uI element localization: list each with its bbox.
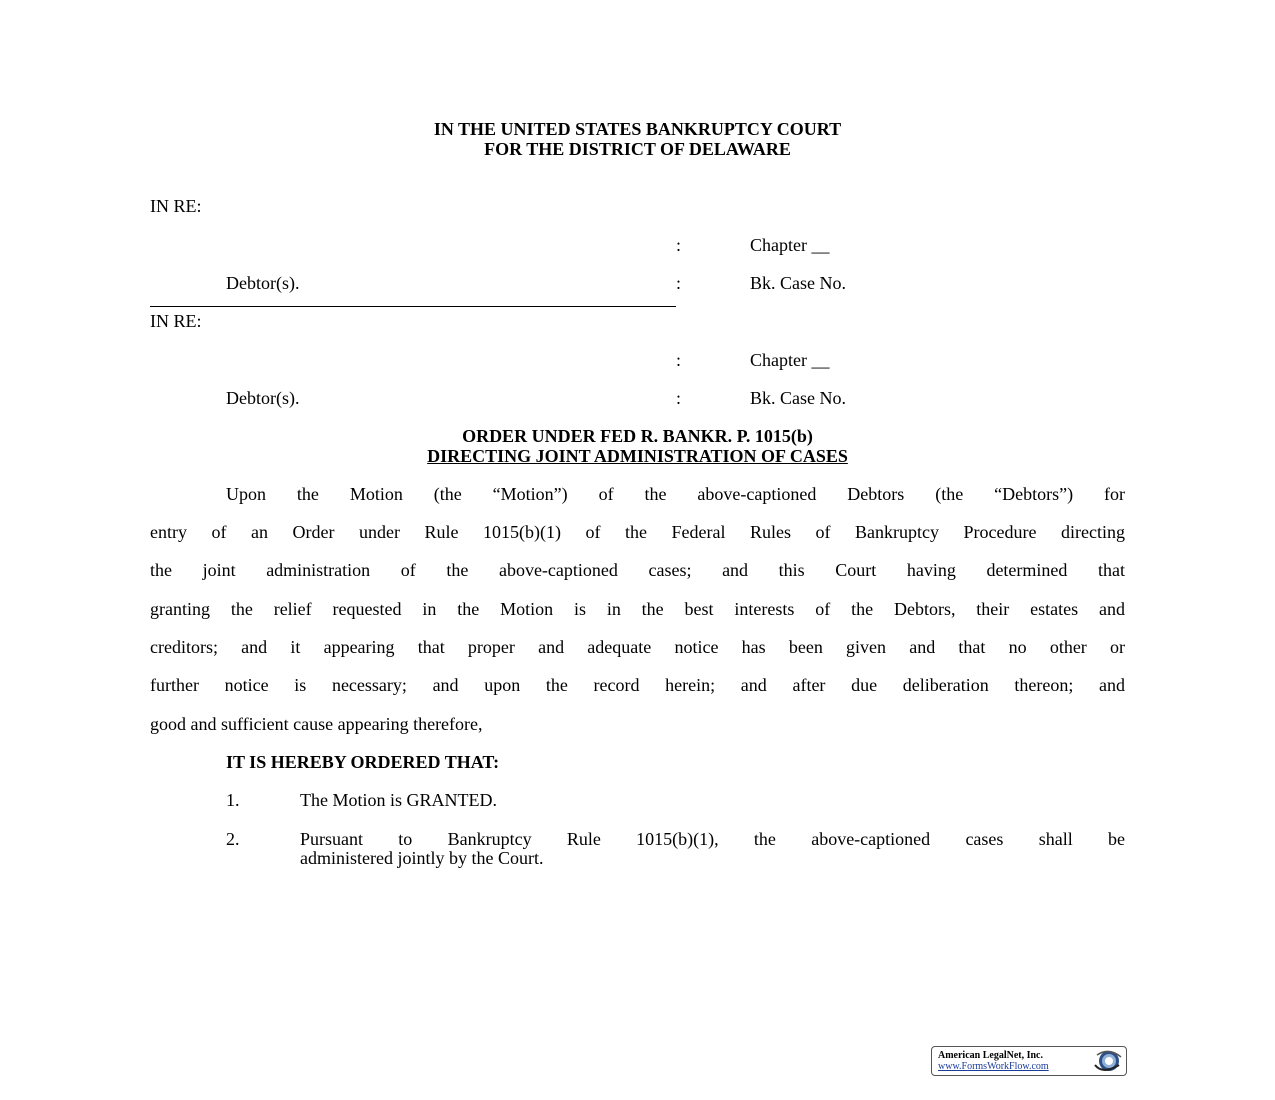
body-line-4: granting the relief requested in the Motion is in the best interests of the Debtors, their estates and bbox=[150, 599, 1125, 619]
order-title-line-2: DIRECTING JOINT ADMINISTRATION OF CASES bbox=[427, 446, 848, 466]
item-2-text-line-2: administered jointly by the Court. bbox=[300, 848, 544, 868]
item-2-number: 2. bbox=[226, 829, 240, 849]
american-legalnet-badge[interactable] bbox=[931, 1046, 1127, 1076]
item-1-text: The Motion is GRANTED. bbox=[300, 790, 497, 810]
chapter-field-1: Chapter __ bbox=[750, 235, 830, 255]
body-line-5: creditors; and it appearing that proper and adequate notice has been given and that no other or bbox=[150, 637, 1125, 657]
globe-logo-icon bbox=[1089, 1049, 1123, 1073]
item-1-number: 1. bbox=[226, 790, 240, 810]
item-2-text-line-1: Pursuant to Bankruptcy Rule 1015(b)(1), the above-captioned cases shall be bbox=[300, 829, 1125, 849]
court-name-line-2: FOR THE DISTRICT OF DELAWARE bbox=[484, 139, 791, 159]
debtor-label-1: Debtor(s). bbox=[226, 273, 300, 293]
in-re-label-2: IN RE: bbox=[150, 311, 202, 331]
body-line-6: further notice is necessary; and upon the record herein; and after due deliberation thereon; and bbox=[150, 675, 1125, 695]
caption-colon-1a: : bbox=[676, 235, 682, 255]
case-number-field-1: Bk. Case No. bbox=[750, 273, 846, 293]
caption-colon-2b: : bbox=[676, 388, 682, 408]
caption-colon-2a: : bbox=[676, 350, 682, 370]
body-line-1: Upon the Motion (the “Motion”) of the above-captioned Debtors (the “Debtors”) for bbox=[226, 484, 1125, 504]
order-title-line-1: ORDER UNDER FED R. BANKR. P. 1015(b) bbox=[462, 426, 813, 446]
badge-url-link[interactable]: www.FormsWorkFlow.com bbox=[938, 1061, 1049, 1072]
badge-company-name: American LegalNet, Inc. bbox=[938, 1050, 1043, 1061]
caption-divider bbox=[150, 291, 676, 311]
body-line-7: good and sufficient cause appearing therefore, bbox=[150, 714, 483, 734]
order-title-line-2-wrap bbox=[0, 446, 1275, 466]
case-number-field-2: Bk. Case No. bbox=[750, 388, 846, 408]
debtor-label-2: Debtor(s). bbox=[226, 388, 300, 408]
caption-divider-rule bbox=[150, 306, 676, 307]
body-line-3: the joint administration of the above-captioned cases; and this Court having determined that bbox=[150, 560, 1125, 580]
ordered-heading: IT IS HEREBY ORDERED THAT: bbox=[226, 752, 500, 772]
caption-colon-1b: : bbox=[676, 273, 682, 293]
in-re-label-1: IN RE: bbox=[150, 196, 202, 216]
chapter-field-2: Chapter __ bbox=[750, 350, 830, 370]
court-name-line-1: IN THE UNITED STATES BANKRUPTCY COURT bbox=[433, 119, 842, 139]
body-line-2: entry of an Order under Rule 1015(b)(1) of the Federal Rules of Bankruptcy Procedure directing bbox=[150, 522, 1125, 542]
